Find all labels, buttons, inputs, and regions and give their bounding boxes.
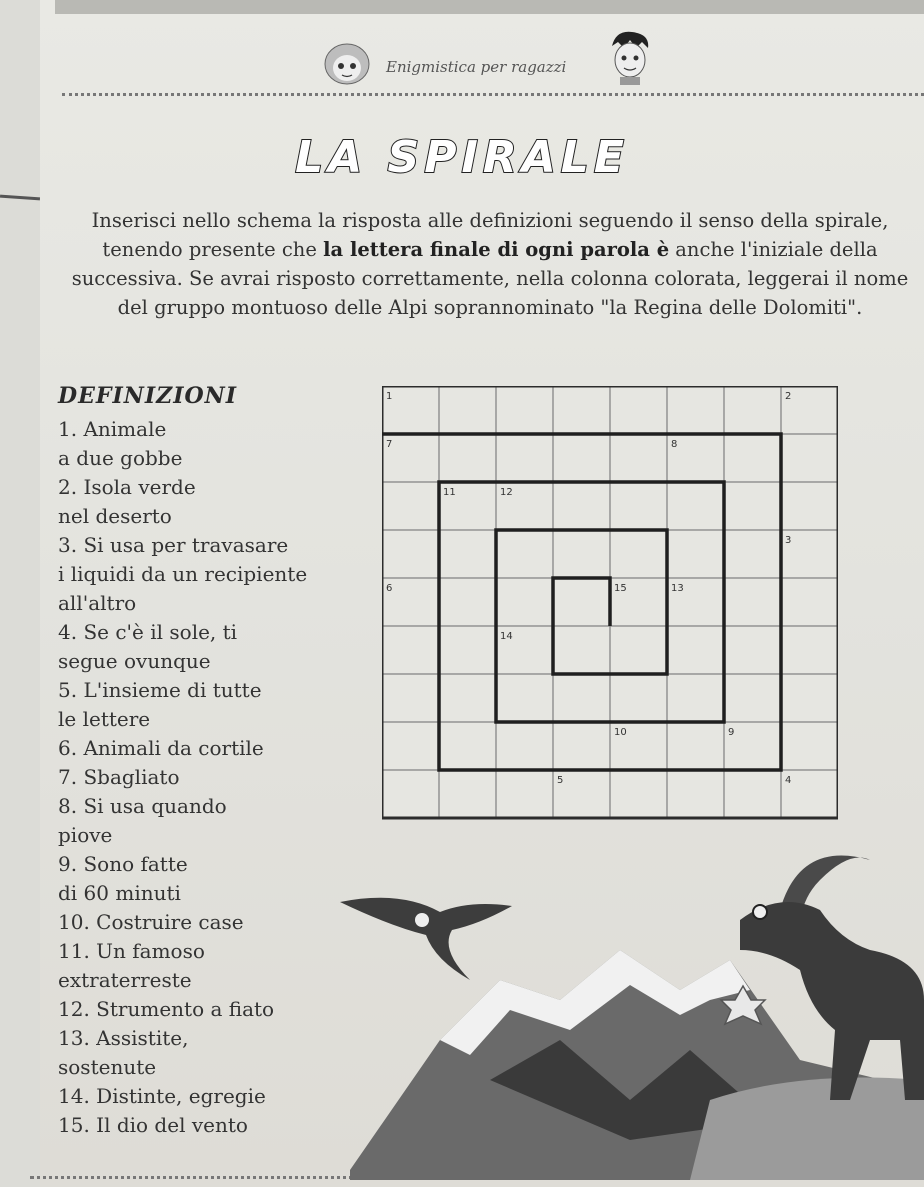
definition-text-cont: sostenute [58, 1055, 157, 1079]
definition-text: Distinte, egregie [96, 1084, 266, 1108]
definition-text-cont: i liquidi da un recipiente all'altro [58, 562, 308, 615]
definition-item [58, 734, 388, 763]
ibex-eye [753, 905, 767, 919]
definition-text: Si usa per travasare [83, 533, 289, 557]
definition-number: 11. [58, 939, 90, 963]
definition-text: Strumento a fiato [96, 997, 275, 1021]
instructions-bold: la lettera finale di ogni parola è [323, 238, 670, 261]
definition-text-cont: extraterreste [58, 968, 192, 992]
eagle-shape [340, 898, 512, 980]
ibex-mountain-illustration [330, 840, 924, 1180]
clue-number: 8 [671, 439, 678, 450]
definition-number: 12. [58, 997, 90, 1021]
definitions-heading: DEFINIZIONI [58, 383, 238, 409]
clue-number: 5 [557, 775, 564, 786]
definition-text: Sono fatte [83, 852, 188, 876]
definition-item [58, 473, 388, 531]
clue-number: 6 [386, 583, 393, 594]
eagle-head [415, 913, 429, 927]
definition-text-cont: le lettere [58, 707, 151, 731]
definition-text: Un famoso [96, 939, 205, 963]
definition-text: Animale [83, 417, 167, 441]
definition-text: Animali da cortile [83, 736, 264, 760]
clue-number: 15 [614, 583, 627, 594]
definition-text: Costruire case [96, 910, 244, 934]
definition-number: 15. [58, 1113, 90, 1137]
clue-number: 1 [386, 391, 393, 402]
definition-item [58, 676, 388, 734]
top-band [55, 0, 924, 14]
instructions-part-2: anche l'iniziale della successiva. Se avrai risposto correttamente, nella colonna colorata, leggerai il nome del gruppo montuoso delle Alpi soprannominato "la Regina delle Dolomiti". [71, 238, 909, 319]
definition-number: 3. [58, 533, 78, 557]
clue-number: 13 [671, 583, 684, 594]
definition-number: 14. [58, 1084, 90, 1108]
definition-item [58, 618, 388, 676]
clue-number: 3 [785, 535, 792, 546]
definition-text: Se c'è il sole, ti [83, 620, 238, 644]
definition-text-cont: di 60 minuti [58, 881, 181, 905]
definition-text-cont: a due gobbe [58, 446, 183, 470]
clue-number: 14 [500, 631, 513, 642]
girl-face-icon [322, 38, 372, 86]
clue-number: 2 [785, 391, 792, 402]
page-title: LA SPIRALE [295, 132, 629, 183]
definition-number: 1. [58, 417, 78, 441]
spiral-grid-svg [382, 386, 838, 820]
clue-number: 10 [614, 727, 627, 738]
definition-number: 13. [58, 1026, 90, 1050]
definition-text: Sbagliato [83, 765, 180, 789]
instructions [70, 206, 910, 322]
definition-text: Il dio del vento [96, 1113, 248, 1137]
header-divider [62, 93, 924, 96]
definition-number: 4. [58, 620, 78, 644]
clue-number: 11 [443, 487, 456, 498]
clue-number: 7 [386, 439, 393, 450]
clue-number: 12 [500, 487, 513, 498]
series-title: Enigmistica per ragazzi [386, 58, 567, 76]
definition-number: 10. [58, 910, 90, 934]
definition-text: Si usa quando [83, 794, 227, 818]
definition-number: 9. [58, 852, 78, 876]
definition-text: L'insieme di tutte [83, 678, 262, 702]
definition-text-cont: piove [58, 823, 113, 847]
definition-item [58, 531, 388, 618]
spiral-grid [382, 386, 838, 820]
definition-number: 6. [58, 736, 78, 760]
definition-text-cont: segue ovunque [58, 649, 211, 673]
definition-text: Assistite, [96, 1026, 189, 1050]
instructions-part-1: Inserisci nello schema la risposta alle definizioni seguendo il senso della spirale, tenendo presente che [91, 209, 889, 261]
clue-number: 4 [785, 775, 792, 786]
definition-number: 2. [58, 475, 78, 499]
definition-number: 7. [58, 765, 78, 789]
boy-face-icon [606, 28, 654, 86]
definition-item [58, 415, 388, 473]
definition-item [58, 763, 388, 792]
clue-number: 9 [728, 727, 735, 738]
definition-text: Isola verde [83, 475, 196, 499]
definition-text-cont: nel deserto [58, 504, 172, 528]
definition-number: 5. [58, 678, 78, 702]
page-edge-mark [0, 195, 40, 201]
definition-number: 8. [58, 794, 78, 818]
